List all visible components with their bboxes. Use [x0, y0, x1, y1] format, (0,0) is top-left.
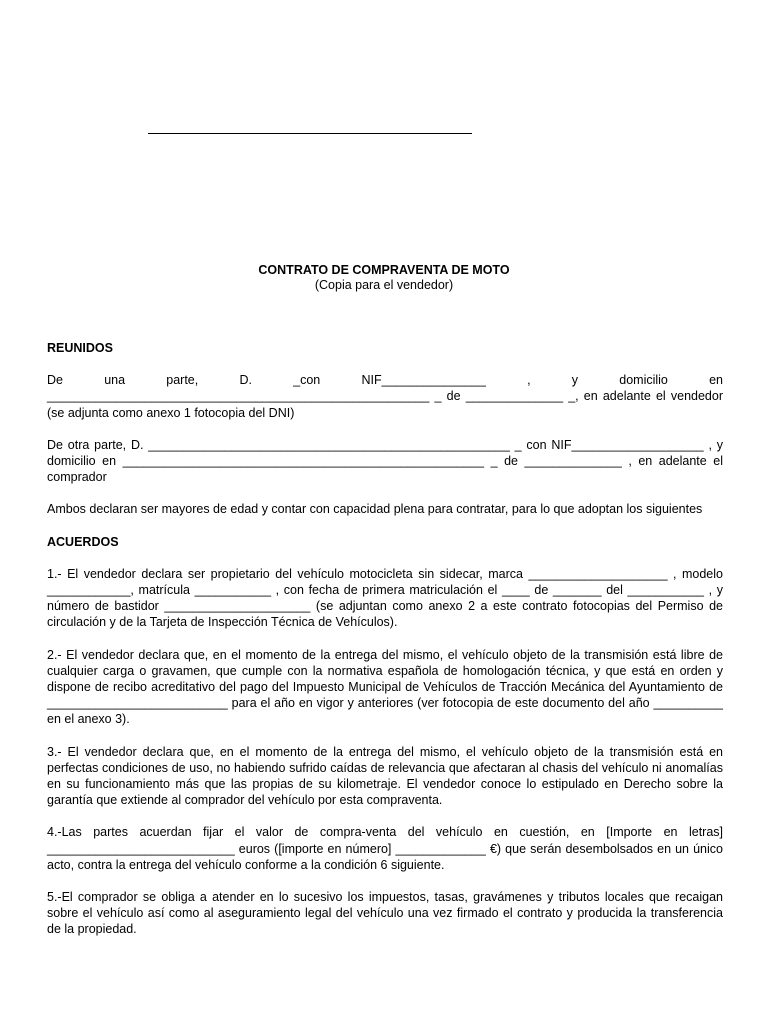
clause-4: 4.-Las partes acuerdan fijar el valor de compra-venta del vehículo en cuestión, en [Importe en letras] ___________________________ euros ([importe en número] _____________ €) que serán desembolsados en un único acto, contra la entrega del vehículo conforme a la condición 6 siguiente.	[47, 825, 723, 872]
clause-3: 3.- El vendedor declara que, en el momento de la entrega del mismo, el vehículo objeto de la transmisión está en perfectas condiciones de uso, no habiendo sufrido caídas de relevancia que afectaran al chasis del vehículo ni anomalías en su funcionamiento más que las propias de su kilometraje. El vendedor conoce lo estipulado en Derecho sobre la garantía que extiende al comprador del vehículo por esta compraventa.	[47, 744, 723, 808]
section-heading-acuerdos: ACUERDOS	[47, 534, 119, 549]
clause-2: 2.- El vendedor declara que, en el momento de la entrega del mismo, el vehículo objeto de la transmisión está libre de cualquier carga o gravamen, que cumple con la normativa española de homologación técnica, y que está en orden y dispone de recibo acreditativo del pago del Impuesto Municipal de Vehículos de Tracción Mecánica del Ayuntamiento de __________________________ para el año en vigor y anteriores (ver fotocopia de este documento del año __________ en el anexo 3).	[47, 647, 723, 727]
paragraph-comprador: De otra parte, D. ____________________________________________________ _ con NIF___________________ , y domicilio en ____________________________________________________ _ de ______________ , en adelante el comprador	[47, 437, 723, 485]
document-title: CONTRATO DE COMPRAVENTA DE MOTO	[258, 263, 510, 277]
paragraph-vendedor: De una parte, D. _con NIF_______________ , y domicilio en _______________________________________________________ _ de ______________ _, en adelante el vendedor (se adjunta como anexo 1 fotocopia del DNI)	[47, 373, 723, 420]
clause-1: 1.- El vendedor declara ser propietario del vehículo motocicleta sin sidecar, marca ____________________ , modelo ____________, matrícula ___________ , con fecha de primera matriculación el ____ de _______ del ___________ , y número de bastidor _____________________ (se adjuntan como anexo 2 a este contrato fotocopias del Permiso de circulación y de la Tarjeta de Inspección Técnica de Vehículos).	[47, 566, 723, 630]
clause-5: 5.-El comprador se obliga a atender en lo sucesivo los impuestos, tasas, gravámenes y tributos locales que recaigan sobre el vehículo así como al aseguramiento legal del vehículo una vez firmado el contrato y producida la transferencia de la propiedad.	[47, 890, 723, 937]
document-body	[47, 340, 723, 938]
document-subtitle: (Copia para el vendedor)	[314, 278, 454, 292]
section-heading-reunidos: REUNIDOS	[47, 341, 113, 355]
top-signature-line	[148, 133, 472, 134]
paragraph-declaracion: Ambos declaran ser mayores de edad y contar con capacidad plena para contratar, para lo que adoptan los siguientes	[47, 502, 703, 517]
title-block	[0, 263, 768, 293]
